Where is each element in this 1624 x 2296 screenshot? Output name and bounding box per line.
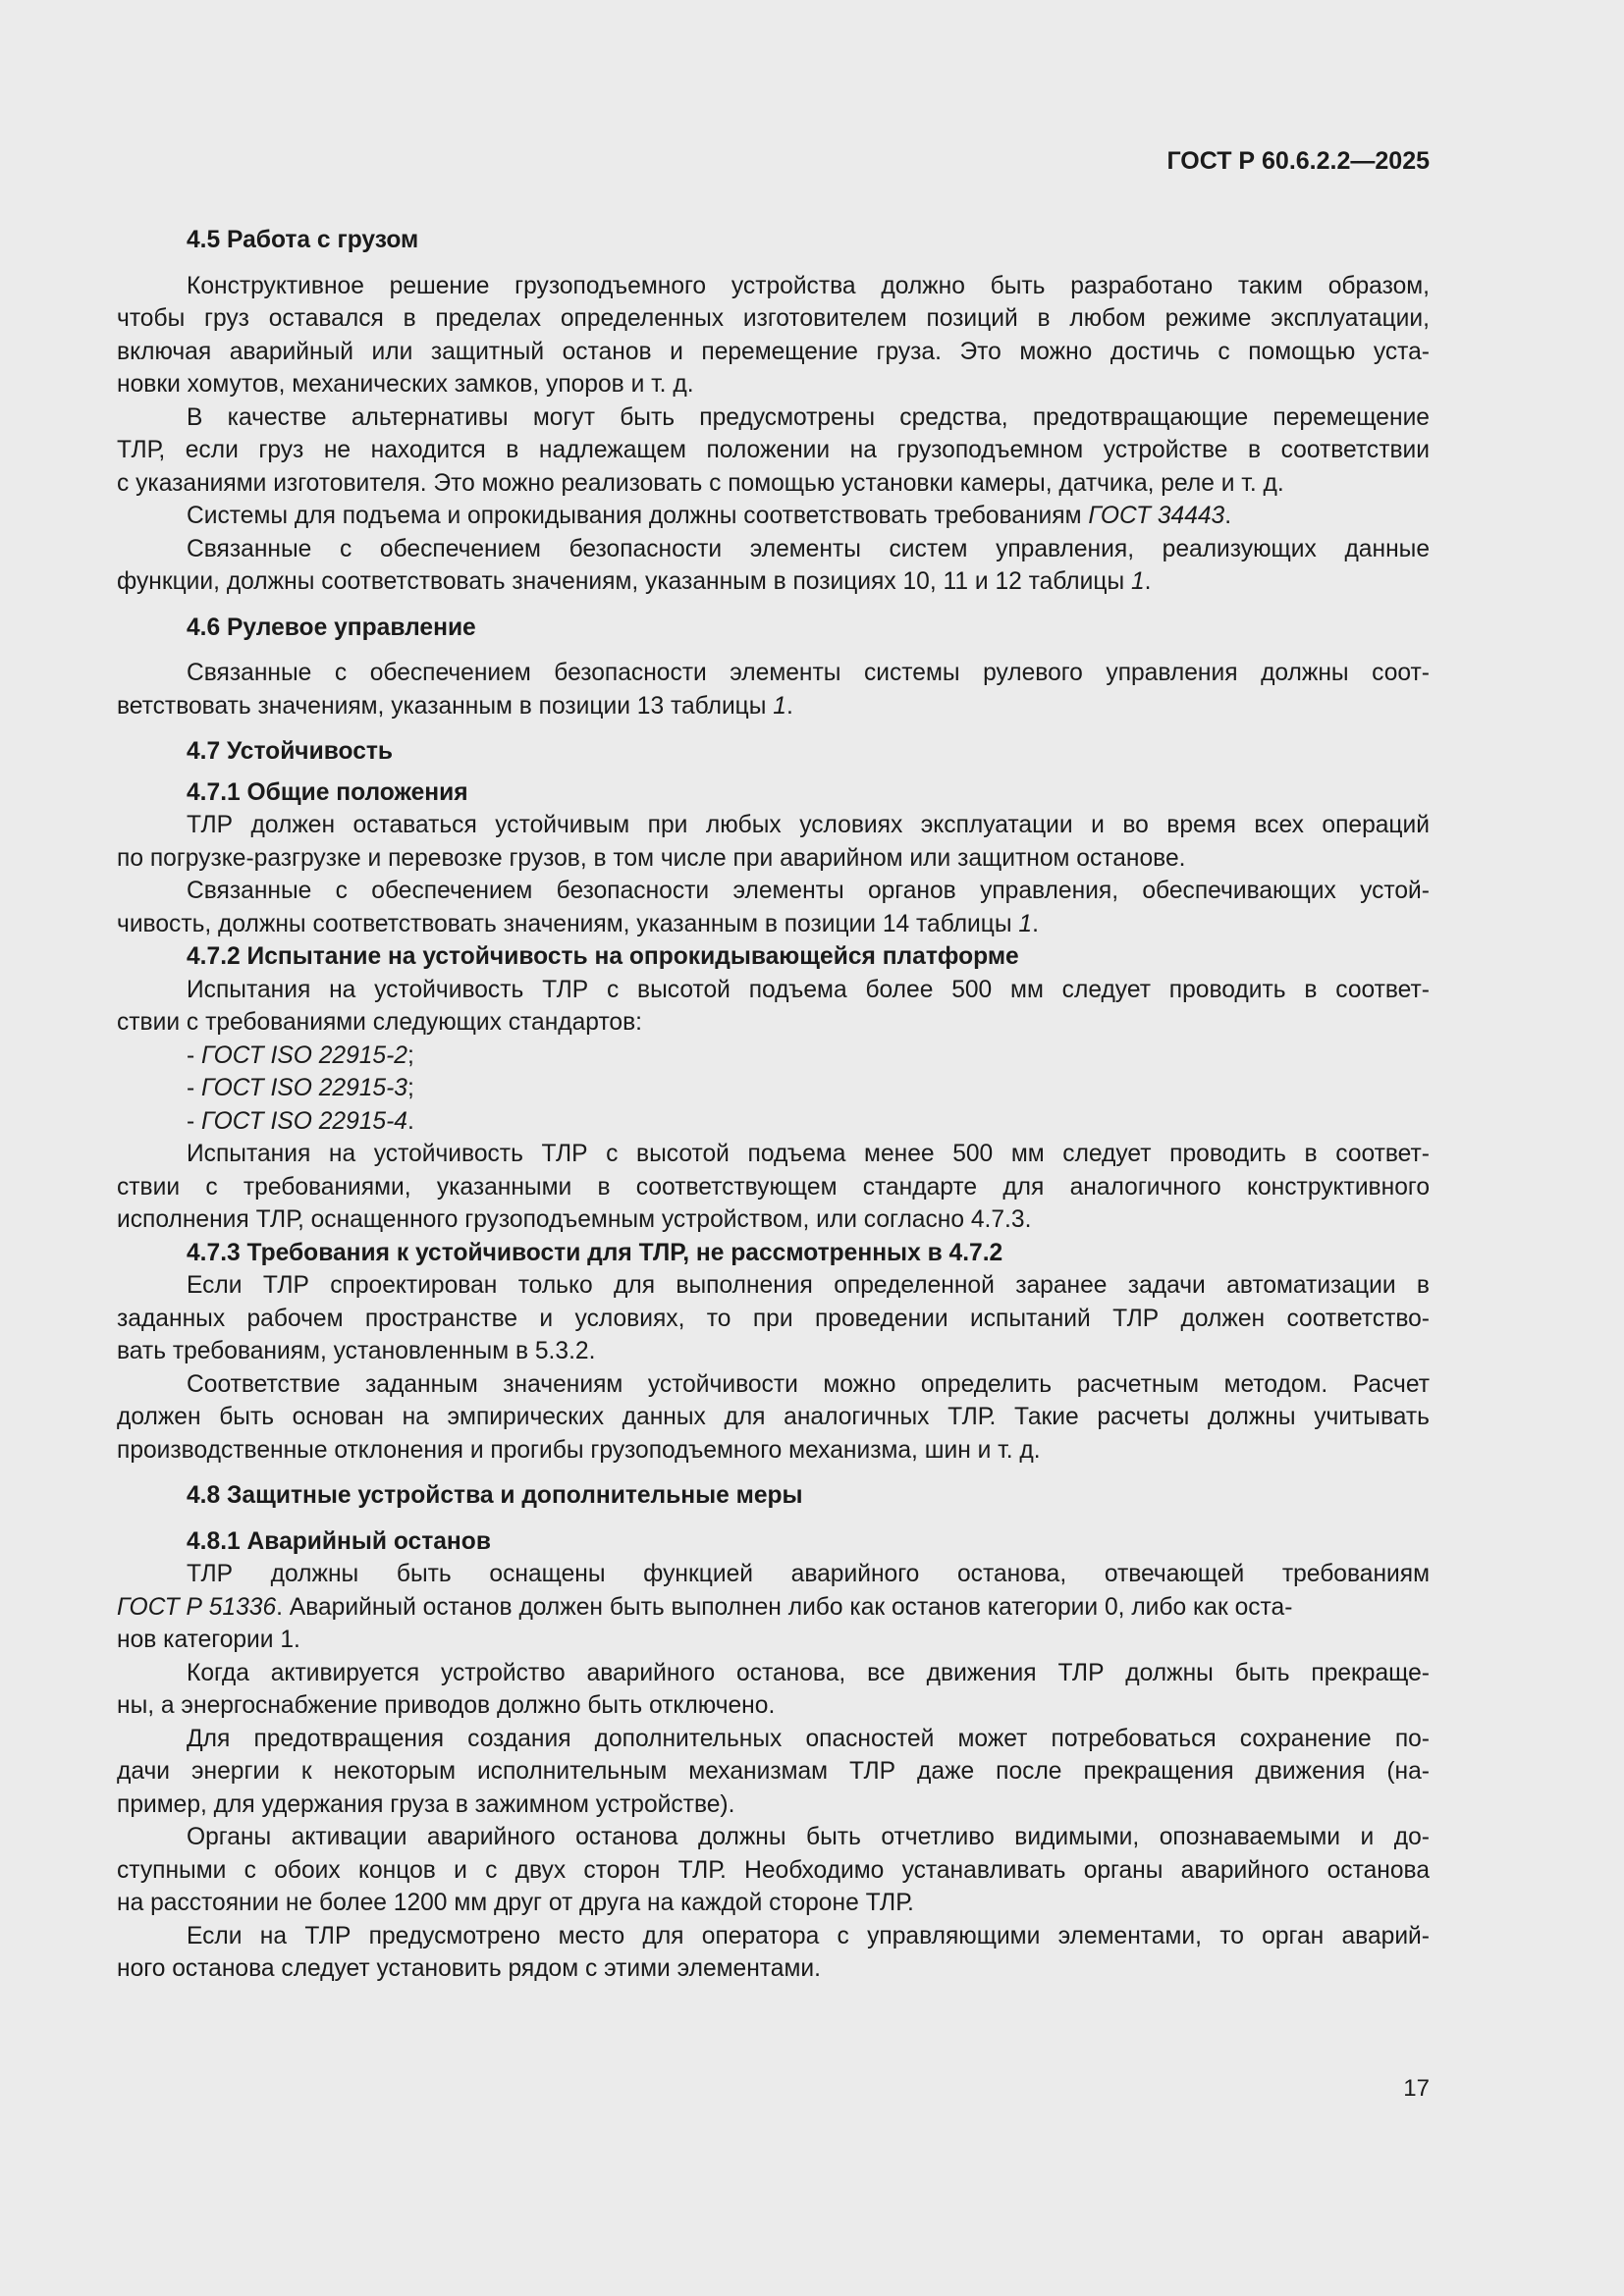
table-reference: 1 (773, 692, 786, 720)
text-line: должен быть основан на эмпирических данных для аналогичных ТЛР. Такие расчеты должны учитывать (117, 1404, 1430, 1430)
standard-reference: ГОСТ ISO 22915-2 (201, 1041, 407, 1069)
text-span: . (1144, 568, 1152, 595)
document-body (117, 224, 1430, 1986)
text-line: ствии с требованиями следующих стандартов: (117, 1009, 643, 1036)
text-line: чтобы груз оставался в пределах определенных изготовителем позиций в любом режиме эксплуатации, (117, 305, 1430, 332)
list-dash: - (187, 1107, 202, 1135)
list-item (117, 1105, 1430, 1139)
paragraph (117, 875, 1430, 940)
text-line: Связанные с обеспечением безопасности элементы системы рулевого управления должны соот- (187, 660, 1430, 686)
paragraph (117, 1138, 1430, 1237)
paragraph (117, 1269, 1430, 1368)
text-line: по погрузке-разгрузке и перевозке грузов, в том числе при аварийном или защитном останове. (117, 844, 1186, 872)
text-span: ; (406, 1075, 414, 1101)
paragraph (117, 1920, 1430, 1986)
text-line: ствии с требованиями, указанными в соответствующем стандарте для аналогичного конструктивного (117, 1173, 1430, 1201)
text-span: . (406, 1107, 414, 1135)
table-reference: 1 (1130, 568, 1145, 595)
text-line: нов категории 1. (117, 1627, 300, 1653)
text-span: ; (406, 1041, 414, 1069)
text-line: новки хомутов, механических замков, упоров и т. д. (117, 371, 694, 398)
text-line: Для предотвращения создания дополнительных опасностей может потребоваться сохранение по- (187, 1725, 1430, 1752)
page-number: 17 (1403, 2075, 1430, 2102)
paragraph (117, 1821, 1430, 1920)
text-line: заданных рабочем пространстве и условиях, то при проведении испытаний ТЛР должен соответство- (117, 1305, 1430, 1332)
text-line: ТЛР должен оставаться устойчивым при любых условиях эксплуатации и во время всех операций (187, 812, 1430, 838)
text-line: ного останова следует установить рядом с этими элементами. (117, 1955, 821, 1982)
paragraph (117, 809, 1430, 875)
document-header: ГОСТ Р 60.6.2.2—2025 (1166, 147, 1430, 175)
standard-reference: ГОСТ ISO 22915-4 (201, 1107, 407, 1135)
text-span: . (1032, 910, 1039, 937)
text-line: дачи энергии к некоторым исполнительным механизмам ТЛР даже после прекращения движения (на- (117, 1758, 1430, 1785)
text-line: Когда активируется устройство аварийного останова, все движения ТЛР должны быть прекраще- (187, 1659, 1430, 1686)
list-dash: - (187, 1041, 202, 1069)
list-item (117, 1072, 1430, 1105)
text-line: Испытания на устойчивость ТЛР с высотой подъема менее 500 мм следует проводить в соответ- (187, 1141, 1430, 1167)
text-line: включая аварийный или защитный останов и перемещение груза. Это можно достичь с помощью уста- (117, 338, 1430, 365)
text-span: ветствовать значениям, указанным в позиции 13 таблицы (117, 692, 774, 720)
text-line: производственные отклонения и прогибы грузоподъемного механизма, шин и т. д. (117, 1436, 1041, 1464)
subsection-heading-4-7-3: 4.7.3 Требования к устойчивости для ТЛР, не рассмотренных в 4.7.2 (187, 1239, 1003, 1266)
text-line: с указаниями изготовителя. Это можно реализовать с помощью установки камеры, датчика, реле и т. д. (117, 469, 1284, 497)
text-line: ступными с обоих концов и с двух сторон ТЛР. Необходимо устанавливать органы аварийного останова (117, 1856, 1430, 1884)
paragraph (117, 657, 1430, 722)
text-line: Связанные с обеспечением безопасности элементы систем управления, реализующих данные (187, 535, 1430, 562)
standard-reference: ГОСТ ISO 22915-3 (201, 1075, 407, 1101)
text-span: функции, должны соответствовать значениям, указанным в позициях 10, 11 и 12 таблицы (117, 568, 1131, 595)
paragraph (117, 401, 1430, 501)
paragraph (117, 1368, 1430, 1468)
section-heading-4-7: 4.7 Устойчивость (187, 738, 394, 765)
subsection-heading-4-7-2: 4.7.2 Испытание на устойчивость на опрокидывающейся платформе (187, 943, 1019, 970)
text-line: Органы активации аварийного останова должны быть отчетливо видимыми, опознаваемыми и до- (187, 1824, 1430, 1850)
text-span: чивость, должны соответствовать значениям, указанным в позиции 14 таблицы (117, 910, 1019, 937)
list-item (117, 1040, 1430, 1073)
text-line: Если ТЛР спроектирован только для выполнения определенной заранее задачи автоматизации в (187, 1272, 1430, 1299)
text-line: В качестве альтернативы могут быть предусмотрены средства, предотвращающие перемещение (187, 403, 1430, 431)
standards-list (117, 1040, 1430, 1139)
text-line: исполнения ТЛР, оснащенного грузоподъемным устройством, или согласно 4.7.3. (117, 1206, 1032, 1233)
text-line: пример, для удержания груза в зажимном устройстве). (117, 1790, 735, 1818)
paragraph (117, 1657, 1430, 1723)
section-heading-4-8: 4.8 Защитные устройства и дополнительные меры (187, 1482, 803, 1509)
section-heading-4-5: 4.5 Работа с грузом (187, 227, 419, 253)
text-line: Испытания на устойчивость ТЛР с высотой подъема более 500 мм следует проводить в соответ- (187, 976, 1430, 1003)
text-span: . (1224, 503, 1232, 529)
text-line: на расстоянии не более 1200 мм друг от друга на каждой стороне ТЛР. (117, 1890, 914, 1916)
paragraph (117, 270, 1430, 401)
standard-reference: ГОСТ Р 51336 (117, 1593, 277, 1621)
text-line: вать требованиям, установленным в 5.3.2. (117, 1338, 596, 1364)
table-reference: 1 (1018, 910, 1033, 937)
paragraph (117, 533, 1430, 599)
text-line: Соответствие заданным значениям устойчивости можно определить расчетным методом. Расчет (187, 1370, 1430, 1398)
text-line: Связанные с обеспечением безопасности элементы органов управления, обеспечивающих устой- (187, 878, 1430, 904)
text-span: . (785, 692, 793, 720)
subsection-heading-4-8-1: 4.8.1 Аварийный останов (187, 1527, 491, 1555)
subsection-heading-4-7-1: 4.7.1 Общие положения (187, 778, 468, 806)
text-span: . Аварийный останов должен быть выполнен либо как останов категории 0, либо как оста- (276, 1593, 1293, 1621)
text-line: Если на ТЛР предусмотрено место для оператора с управляющими элементами, то орган аварий- (187, 1922, 1430, 1949)
text-line: ТЛР должны быть оснащены функцией аварийного останова, отвечающей требованиям (187, 1561, 1430, 1587)
paragraph (117, 974, 1430, 1040)
text-line: Конструктивное решение грузоподъемного устройства должно быть разработано таким образом, (187, 272, 1430, 299)
text-line: ны, а энергоснабжение приводов должно быть отключено. (117, 1692, 776, 1719)
standard-reference: ГОСТ 34443 (1088, 503, 1225, 529)
paragraph (117, 1558, 1430, 1657)
list-dash: - (187, 1075, 202, 1101)
paragraph (117, 1723, 1430, 1822)
paragraph (117, 500, 1430, 533)
text-span: Системы для подъема и опрокидывания должны соответствовать требованиям (187, 503, 1089, 529)
section-heading-4-6: 4.6 Рулевое управление (187, 614, 476, 641)
text-line: ТЛР, если груз не находится в надлежащем положении на грузоподъемном устройстве в соответствии (117, 437, 1430, 463)
